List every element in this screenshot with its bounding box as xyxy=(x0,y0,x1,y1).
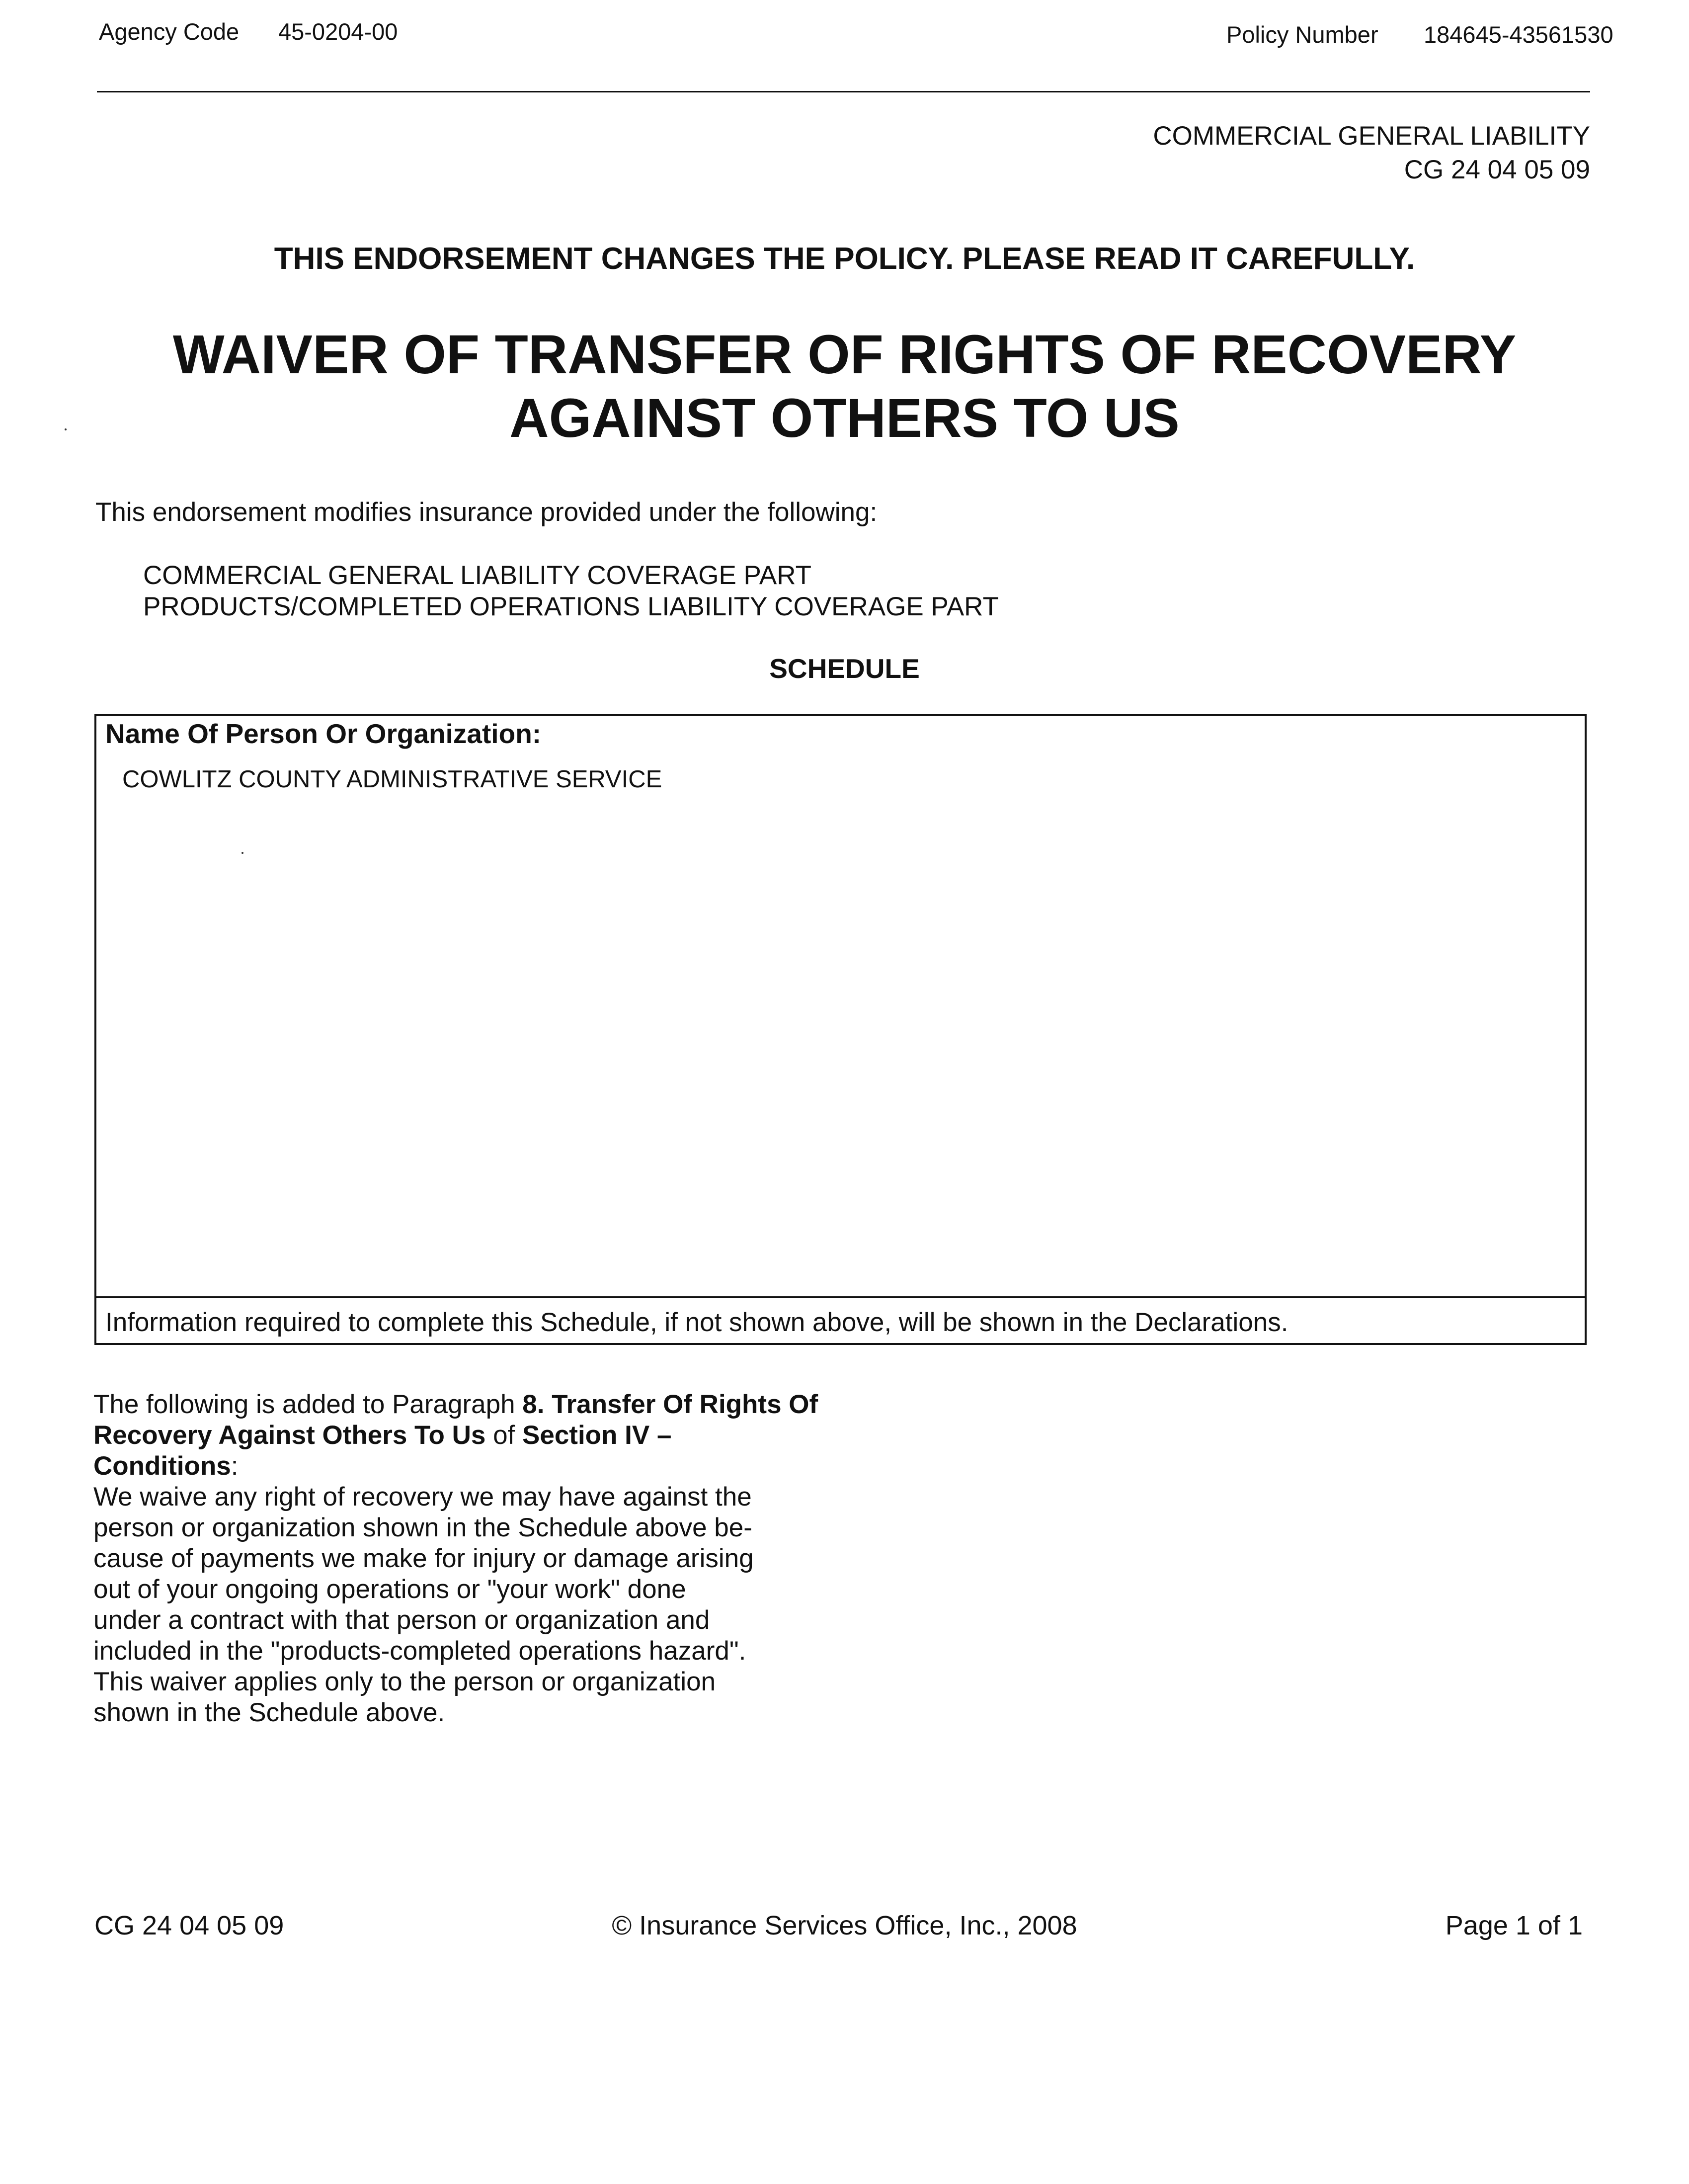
body-line: under a contract with that person or organization and xyxy=(93,1605,710,1635)
body-intro xyxy=(93,1389,819,1482)
body-line: We waive any right of recovery we may have against the xyxy=(93,1482,752,1512)
agency-code-label: Agency Code xyxy=(99,18,240,45)
scan-speck xyxy=(241,852,243,854)
schedule-title: SCHEDULE xyxy=(769,653,920,684)
form-line: COMMERCIAL GENERAL LIABILITY xyxy=(1153,121,1590,151)
endorsement-body xyxy=(93,1389,819,1728)
body-colon: : xyxy=(231,1451,239,1481)
body-line: shown in the Schedule above. xyxy=(93,1698,445,1727)
body-intro-text: The following is added to Paragraph xyxy=(93,1390,523,1419)
header-divider xyxy=(97,91,1590,92)
scan-speck xyxy=(65,428,67,430)
body-line: cause of payments we make for injury or damage arising xyxy=(93,1544,754,1573)
title-line-2: AGAINST OTHERS TO US xyxy=(509,388,1180,449)
schedule-name-value: COWLITZ COUNTY ADMINISTRATIVE SERVICE xyxy=(122,766,662,793)
schedule-name-label: Name Of Person Or Organization: xyxy=(105,718,542,749)
body-line: This waiver applies only to the person or organization xyxy=(93,1667,716,1696)
page-title xyxy=(0,323,1689,450)
endorsement-notice: THIS ENDORSEMENT CHANGES THE POLICY. PLEASE READ IT CAREFULLY. xyxy=(274,242,1415,276)
form-code: CG 24 04 05 09 xyxy=(1404,155,1590,184)
footer-form-code: CG 24 04 05 09 xyxy=(94,1911,284,1940)
footer-copyright: © Insurance Services Office, Inc., 2008 xyxy=(612,1911,1077,1940)
coverage-part-item: PRODUCTS/COMPLETED OPERATIONS LIABILITY COVERAGE PART xyxy=(143,592,999,621)
body-paragraph-reference: 8. Transfer Of Rights Of Recovery Against Others To Us xyxy=(93,1390,818,1450)
form-identification xyxy=(1153,119,1590,187)
body-line: person or organization shown in the Schedule above be- xyxy=(93,1513,752,1542)
agency-code-value: 45-0204-00 xyxy=(278,18,398,45)
modifies-text: This endorsement modifies insurance provided under the following: xyxy=(95,498,878,527)
policy-number-value: 184645-43561530 xyxy=(1424,21,1613,48)
body-of-text: of xyxy=(485,1421,522,1450)
coverage-part-item: COMMERCIAL GENERAL LIABILITY COVERAGE PART xyxy=(143,561,811,590)
footer-page-number: Page 1 of 1 xyxy=(1445,1911,1583,1940)
body-line: out of your ongoing operations or "your work" done xyxy=(93,1575,686,1604)
schedule-info-text: Information required to complete this Schedule, if not shown above, will be shown in the Declarations. xyxy=(105,1308,1288,1337)
body-section-reference: Section IV – Conditions xyxy=(93,1421,672,1481)
body-line: included in the "products-completed operations hazard". xyxy=(93,1636,746,1666)
title-line-1: WAIVER OF TRANSFER OF RIGHTS OF RECOVERY xyxy=(172,324,1517,385)
policy-number-label: Policy Number xyxy=(1226,21,1378,48)
schedule-table xyxy=(94,714,1587,1345)
schedule-divider xyxy=(96,1296,1585,1298)
